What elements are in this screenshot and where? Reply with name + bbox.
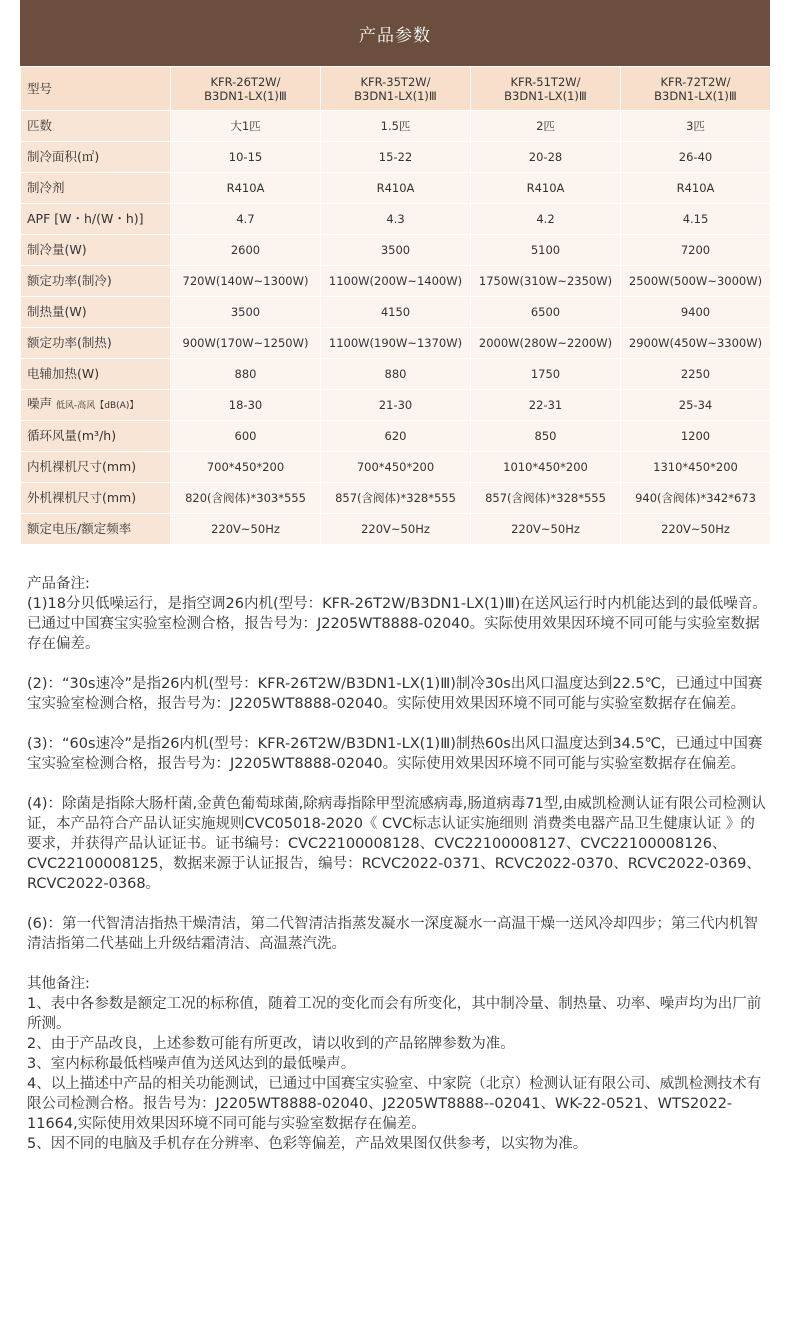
model-line2: B3DN1-LX(1)Ⅲ bbox=[204, 88, 287, 103]
other-note-2: 2、由于产品改良，上述参数可能有所更改，请以收到的产品铭牌参数为准。 bbox=[27, 1036, 515, 1052]
row-value: 4.3 bbox=[386, 212, 405, 226]
product-note-2: (2)：“30s速冷”是指26内机(型号：KFR-26T2W/B3DN1-LX(1)Ⅲ)制冷30s出风口温度达到22.5℃，已通过中国赛宝实验室检测合格，报告号为：J2205WT8888-02040。实际使用效果因环境不同可能与实验室数据存在偏差。 bbox=[27, 676, 763, 712]
row-value-cell bbox=[321, 452, 471, 483]
row-value: 620 bbox=[384, 429, 407, 443]
table-row bbox=[21, 452, 771, 483]
row-label-cell bbox=[21, 111, 171, 142]
row-value: 1100W(190W~1370W) bbox=[328, 336, 463, 350]
row-value: 900W(170W~1250W) bbox=[182, 336, 309, 350]
row-value-cell bbox=[321, 297, 471, 328]
row-value: 220V~50Hz bbox=[211, 522, 280, 536]
row-value: 5100 bbox=[530, 243, 561, 257]
row-value-cell bbox=[621, 328, 771, 359]
row-value-cell bbox=[171, 297, 321, 328]
table-row bbox=[21, 483, 771, 514]
row-label: 额定电压/额定频率 bbox=[27, 521, 132, 536]
row-value: 26-40 bbox=[678, 150, 713, 164]
row-value-cell bbox=[621, 421, 771, 452]
row-value: 22-31 bbox=[528, 398, 563, 412]
row-value-cell bbox=[321, 142, 471, 173]
table-header-row bbox=[21, 67, 771, 111]
model-cell bbox=[171, 67, 321, 111]
row-value: 880 bbox=[234, 367, 257, 381]
row-value: 1310*450*200 bbox=[653, 460, 738, 474]
row-value: 4.7 bbox=[236, 212, 255, 226]
row-label-cell bbox=[21, 483, 171, 514]
row-value: 2匹 bbox=[536, 119, 555, 133]
other-notes bbox=[27, 974, 767, 1154]
product-note-6: (6)：第一代智清洁指热干燥清洁，第二代智清洁指蒸发凝水一深度凝水一高温干燥一送风冷却四步；第三代内机智清洁指第二代基础上升级结霜清洁、高温蒸汽洗。 bbox=[27, 916, 759, 952]
row-value-cell bbox=[171, 452, 321, 483]
table-row bbox=[21, 142, 771, 173]
row-value: 18-30 bbox=[228, 398, 263, 412]
row-value: 2500W(500W~3000W) bbox=[628, 274, 763, 288]
row-value: 1100W(200W~1400W) bbox=[328, 274, 463, 288]
row-value-cell bbox=[621, 359, 771, 390]
row-value: 700*450*200 bbox=[206, 460, 285, 474]
row-label: 制冷面积(㎡) bbox=[27, 149, 100, 164]
row-value: 1750W(310W~2350W) bbox=[478, 274, 613, 288]
model-line1: KFR-72T2W/ bbox=[660, 74, 731, 89]
table-row bbox=[21, 235, 771, 266]
other-note-5: 5、因不同的电脑及手机存在分辨率、色彩等偏差，产品效果图仅供参考，以实物为准。 bbox=[27, 1136, 588, 1152]
row-label-cell bbox=[21, 297, 171, 328]
other-note-4: 4、以上描述中产品的相关功能测试，已通过中国赛宝实验室、中家院（北京）检测认证有限公司、威凯检测技术有限公司检测合格。报告号为：J2205WT8888-02040、J2205WT8888--02041、WK-22-0521、WTS2022-11664,实际使用效果因环境不同可能与实验室数据存在偏差。 bbox=[27, 1076, 762, 1132]
table-row bbox=[21, 111, 771, 142]
row-value: 2600 bbox=[230, 243, 261, 257]
row-label: 外机裸机尺寸(mm) bbox=[27, 490, 137, 505]
row-value: 1010*450*200 bbox=[503, 460, 588, 474]
row-value-cell bbox=[471, 297, 621, 328]
row-label-cell bbox=[21, 173, 171, 204]
row-value: 3500 bbox=[380, 243, 411, 257]
table-row bbox=[21, 173, 771, 204]
row-value: 1.5匹 bbox=[380, 119, 411, 133]
row-value-cell bbox=[321, 421, 471, 452]
row-value-cell bbox=[321, 514, 471, 545]
row-value-cell bbox=[321, 390, 471, 421]
model-cell bbox=[321, 67, 471, 111]
row-value: 720W(140W~1300W) bbox=[182, 274, 309, 288]
row-label: 制冷剂 bbox=[27, 180, 65, 195]
row-value-cell bbox=[321, 483, 471, 514]
row-value: 940(含阀体)*342*673 bbox=[635, 491, 756, 505]
row-value: 857(含阀体)*328*555 bbox=[485, 491, 606, 505]
header-label-cell bbox=[21, 67, 171, 111]
other-notes-title: 其他备注: bbox=[27, 976, 90, 992]
row-value: 220V~50Hz bbox=[511, 522, 580, 536]
row-value-cell bbox=[471, 359, 621, 390]
row-value: R410A bbox=[226, 181, 265, 195]
row-value: 700*450*200 bbox=[356, 460, 435, 474]
row-label: 匹数 bbox=[27, 118, 53, 133]
model-line1: KFR-35T2W/ bbox=[360, 74, 431, 89]
section-banner bbox=[20, 0, 770, 66]
product-note-1: (1)18分贝低噪运行，是指空调26内机(型号：KFR-26T2W/B3DN1-LX(1)Ⅲ)在送风运行时内机能达到的最低噪音。已通过中国赛宝实验室检测合格，报告号为：J2205WT8888-02040。实际使用效果因环境不同可能与实验室数据存在偏差。 bbox=[27, 596, 767, 652]
model-line2: B3DN1-LX(1)Ⅲ bbox=[354, 88, 437, 103]
row-value-cell bbox=[321, 173, 471, 204]
other-note-1: 1、表中各参数是额定工况的标称值，随着工况的变化而会有所变化，其中制冷量、制热量、功率、噪声均为出厂前所测。 bbox=[27, 996, 762, 1032]
row-value-cell bbox=[171, 390, 321, 421]
row-label: 噪声 bbox=[27, 396, 53, 411]
row-label-cell bbox=[21, 142, 171, 173]
row-value-cell bbox=[471, 390, 621, 421]
table-row bbox=[21, 359, 771, 390]
model-line2: B3DN1-LX(1)Ⅲ bbox=[654, 88, 737, 103]
row-value: 2900W(450W~3300W) bbox=[628, 336, 763, 350]
row-value: 大1匹 bbox=[230, 119, 261, 133]
row-value-cell bbox=[171, 483, 321, 514]
row-value-cell bbox=[171, 235, 321, 266]
table-row bbox=[21, 421, 771, 452]
row-value: 850 bbox=[534, 429, 557, 443]
row-value: 220V~50Hz bbox=[361, 522, 430, 536]
row-value: 15-22 bbox=[378, 150, 413, 164]
row-value: 2250 bbox=[680, 367, 711, 381]
row-value-cell bbox=[471, 266, 621, 297]
product-note-4-block bbox=[27, 794, 767, 894]
row-value-cell bbox=[171, 514, 321, 545]
row-value-cell bbox=[171, 142, 321, 173]
row-value-cell bbox=[621, 266, 771, 297]
product-notes bbox=[27, 574, 767, 654]
row-value-cell bbox=[171, 173, 321, 204]
table-row bbox=[21, 204, 771, 235]
row-value-cell bbox=[171, 111, 321, 142]
banner-title: 产品参数 bbox=[359, 25, 431, 46]
row-value-cell bbox=[471, 111, 621, 142]
row-value-cell bbox=[621, 514, 771, 545]
row-value-cell bbox=[171, 328, 321, 359]
product-note-3-block bbox=[27, 734, 767, 774]
row-label-cell bbox=[21, 452, 171, 483]
model-line1: KFR-26T2W/ bbox=[210, 74, 281, 89]
row-label: 制冷量(W) bbox=[27, 242, 87, 257]
row-value-cell bbox=[471, 235, 621, 266]
row-value-cell bbox=[471, 452, 621, 483]
row-value-cell bbox=[621, 483, 771, 514]
row-value: 7200 bbox=[680, 243, 711, 257]
row-value: 10-15 bbox=[228, 150, 263, 164]
row-value: 6500 bbox=[530, 305, 561, 319]
product-note-4: (4)：除菌是指除大肠杆菌,金黄色葡萄球菌,除病毒指除甲型流感病毒,肠道病毒71型,由威凯检测认证有限公司检测认证，本产品符合产品认证实施规则CVC05018-2020《 CVC标志认证实施细则 消费类电器产品卫生健康认证 》的要求，并获得产品认证证书。证书编号：CVC22100008128、CVC22100008127、CVC22100008126、CVC22100008125，数据来源于认证报告，编号：RCVC2022-0371、RCVC2022-0370、RCVC2022-0369、RCVC2022-0368。 bbox=[27, 796, 766, 892]
product-note-3: (3)：“60s速冷”是指26内机(型号：KFR-26T2W/B3DN1-LX(1)Ⅲ)制热60s出风口温度达到34.5℃，已通过中国赛宝实验室检测合格，报告号为：J2205WT8888-02040。实际使用效果因环境不同可能与实验室数据存在偏差。 bbox=[27, 736, 763, 772]
row-value: 857(含阀体)*328*555 bbox=[335, 491, 456, 505]
row-value-cell bbox=[321, 359, 471, 390]
row-value-cell bbox=[171, 266, 321, 297]
row-label: APF [W・h/(W・h)] bbox=[27, 211, 144, 226]
header-label: 型号 bbox=[27, 80, 53, 96]
row-value-cell bbox=[621, 297, 771, 328]
row-value-cell bbox=[321, 266, 471, 297]
row-value-cell bbox=[171, 359, 321, 390]
row-value-cell bbox=[471, 483, 621, 514]
row-value: 4150 bbox=[380, 305, 411, 319]
row-value: 600 bbox=[234, 429, 257, 443]
row-value-cell bbox=[621, 111, 771, 142]
row-value: 20-28 bbox=[528, 150, 563, 164]
row-label-cell bbox=[21, 390, 171, 421]
spec-table bbox=[20, 66, 771, 545]
table-row bbox=[21, 390, 771, 421]
row-label: 制热量(W) bbox=[27, 304, 87, 319]
row-label-sub: 低风-高风【dB(A)】 bbox=[56, 401, 139, 411]
other-note-3: 3、室内标称最低档噪声值为送风达到的最低噪声。 bbox=[27, 1056, 356, 1072]
row-value: 1200 bbox=[680, 429, 711, 443]
table-row bbox=[21, 514, 771, 545]
table-row bbox=[21, 328, 771, 359]
model-line2: B3DN1-LX(1)Ⅲ bbox=[504, 88, 587, 103]
row-value: R410A bbox=[676, 181, 715, 195]
row-value-cell bbox=[621, 390, 771, 421]
row-value: R410A bbox=[376, 181, 415, 195]
row-label: 额定功率(制冷) bbox=[27, 273, 112, 288]
row-value: 9400 bbox=[680, 305, 711, 319]
row-value: 25-34 bbox=[678, 398, 713, 412]
row-label-cell bbox=[21, 235, 171, 266]
model-cell bbox=[471, 67, 621, 111]
row-label: 电辅加热(W) bbox=[27, 366, 100, 381]
row-value-cell bbox=[621, 204, 771, 235]
notes-section bbox=[27, 574, 767, 1174]
row-value-cell bbox=[321, 328, 471, 359]
row-value-cell bbox=[471, 514, 621, 545]
row-value-cell bbox=[321, 111, 471, 142]
row-value-cell bbox=[471, 328, 621, 359]
row-value-cell bbox=[471, 204, 621, 235]
row-value: 21-30 bbox=[378, 398, 413, 412]
spec-table-body bbox=[21, 67, 771, 545]
row-label: 内机裸机尺寸(mm) bbox=[27, 459, 137, 474]
row-value: 880 bbox=[384, 367, 407, 381]
row-label-cell bbox=[21, 266, 171, 297]
row-value: 4.15 bbox=[682, 212, 709, 226]
row-value: 220V~50Hz bbox=[661, 522, 730, 536]
row-label-cell bbox=[21, 421, 171, 452]
row-value-cell bbox=[471, 173, 621, 204]
row-value: R410A bbox=[526, 181, 565, 195]
row-value: 820(含阀体)*303*555 bbox=[185, 491, 306, 505]
row-value-cell bbox=[621, 142, 771, 173]
row-value-cell bbox=[171, 421, 321, 452]
row-value-cell bbox=[471, 421, 621, 452]
row-value-cell bbox=[471, 142, 621, 173]
row-value: 3匹 bbox=[686, 119, 705, 133]
product-notes-title: 产品备注: bbox=[27, 576, 90, 592]
product-note-6-block bbox=[27, 914, 767, 954]
table-row bbox=[21, 266, 771, 297]
row-label-cell bbox=[21, 328, 171, 359]
model-cell bbox=[621, 67, 771, 111]
row-value: 3500 bbox=[230, 305, 261, 319]
model-line1: KFR-51T2W/ bbox=[510, 74, 581, 89]
row-value-cell bbox=[621, 452, 771, 483]
row-value: 1750 bbox=[530, 367, 561, 381]
row-value-cell bbox=[621, 235, 771, 266]
row-value-cell bbox=[171, 204, 321, 235]
row-label-cell bbox=[21, 514, 171, 545]
row-label: 额定功率(制热) bbox=[27, 335, 112, 350]
product-note-2-block bbox=[27, 674, 767, 714]
row-label-cell bbox=[21, 204, 171, 235]
table-row bbox=[21, 297, 771, 328]
row-value: 2000W(280W~2200W) bbox=[478, 336, 613, 350]
row-label-cell bbox=[21, 359, 171, 390]
row-value-cell bbox=[621, 173, 771, 204]
row-label: 循环风量(m³/h) bbox=[27, 428, 117, 443]
row-value: 4.2 bbox=[536, 212, 555, 226]
row-value-cell bbox=[321, 204, 471, 235]
row-value-cell bbox=[321, 235, 471, 266]
